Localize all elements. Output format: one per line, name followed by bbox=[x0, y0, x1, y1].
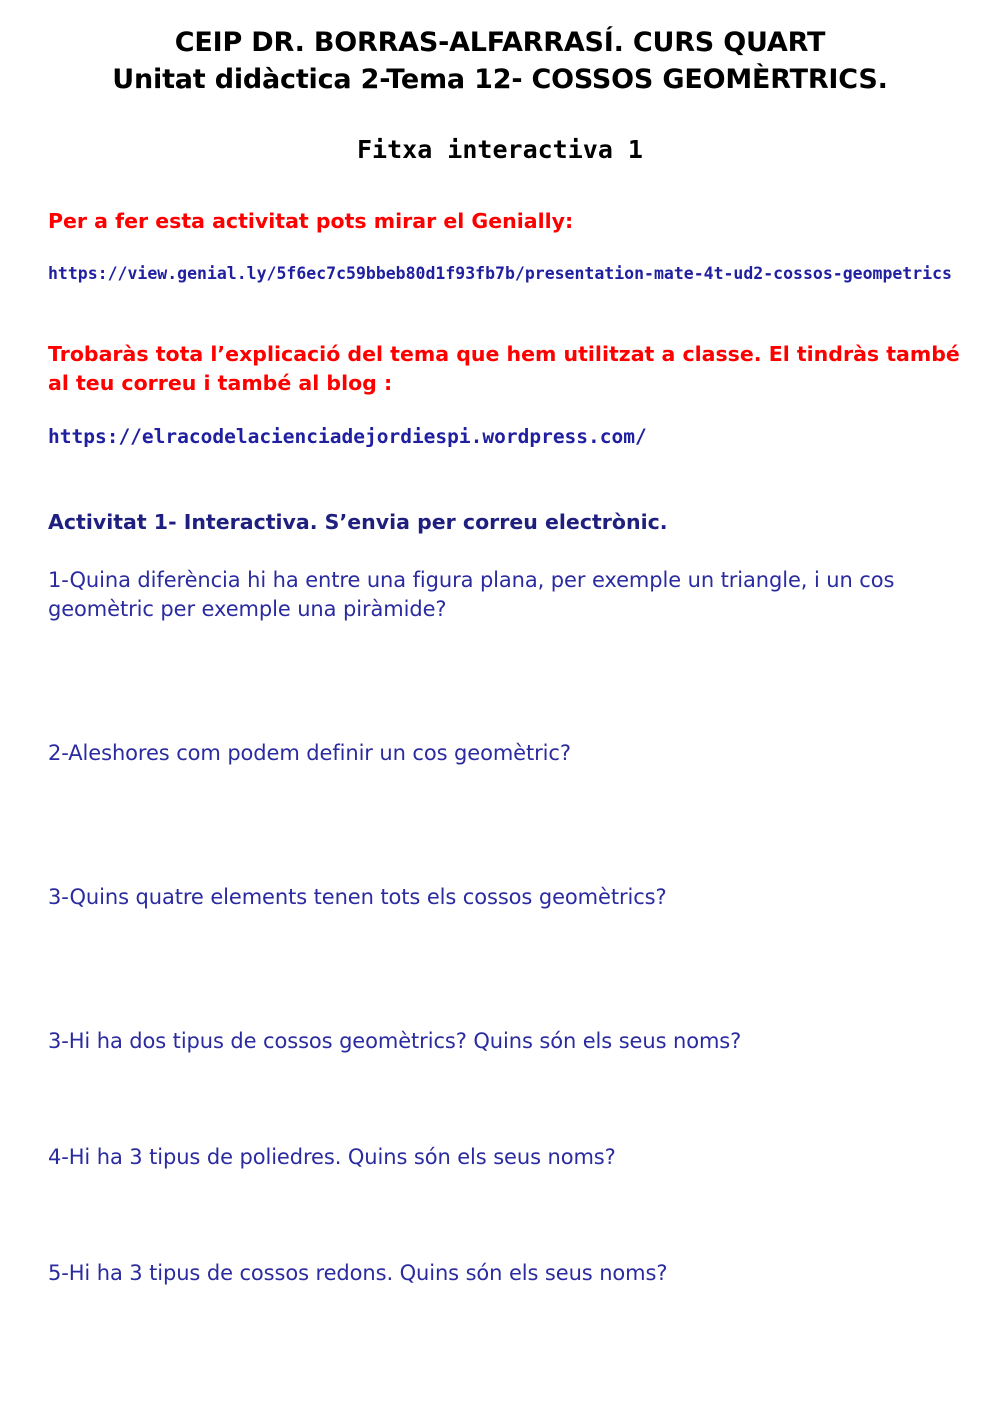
question-6: 5-Hi ha 3 tipus de cossos redons. Quins són els seus noms? bbox=[48, 1261, 668, 1285]
question-1: 1-Quina diferència hi ha entre una figura plana, per exemple un triangle, i un cos geomètric per exemple una piràmide? bbox=[48, 568, 895, 621]
activity-heading: Activitat 1- Interactiva. S’envia per correu electrònic. bbox=[48, 510, 668, 534]
question-3: 3-Quins quatre elements tenen tots els cossos geomètrics? bbox=[48, 885, 667, 909]
explanation-text: Trobaràs tota l’explicació del tema que hem utilitzat a classe. El tindràs també al teu correu i també al blog : bbox=[48, 342, 960, 395]
question-4: 3-Hi ha dos tipus de cossos geomètrics? Quins són els seus noms? bbox=[48, 1029, 742, 1053]
genially-prompt: Per a fer esta activitat pots mirar el Genially: bbox=[48, 209, 574, 233]
question-2: 2-Aleshores com podem definir un cos geomètric? bbox=[48, 741, 571, 765]
title-line-2: Unitat didàctica 2-Tema 12- COSSOS GEOMÈRTRICS. bbox=[112, 64, 888, 95]
blog-link[interactable]: https://elracodelacienciadejordiespi.wordpress.com/ bbox=[48, 425, 647, 448]
title-line-1: CEIP DR. BORRAS-ALFARRASÍ. CURS QUART bbox=[174, 27, 826, 58]
worksheet-subtitle: Fitxa interactiva 1 bbox=[357, 135, 643, 164]
question-5: 4-Hi ha 3 tipus de poliedres. Quins són els seus noms? bbox=[48, 1145, 616, 1169]
genially-link[interactable]: https://view.genial.ly/5f6ec7c59bbeb80d1f93fb7b/presentation-mate-4t-ud2-cossos-geompetrics bbox=[48, 264, 952, 283]
